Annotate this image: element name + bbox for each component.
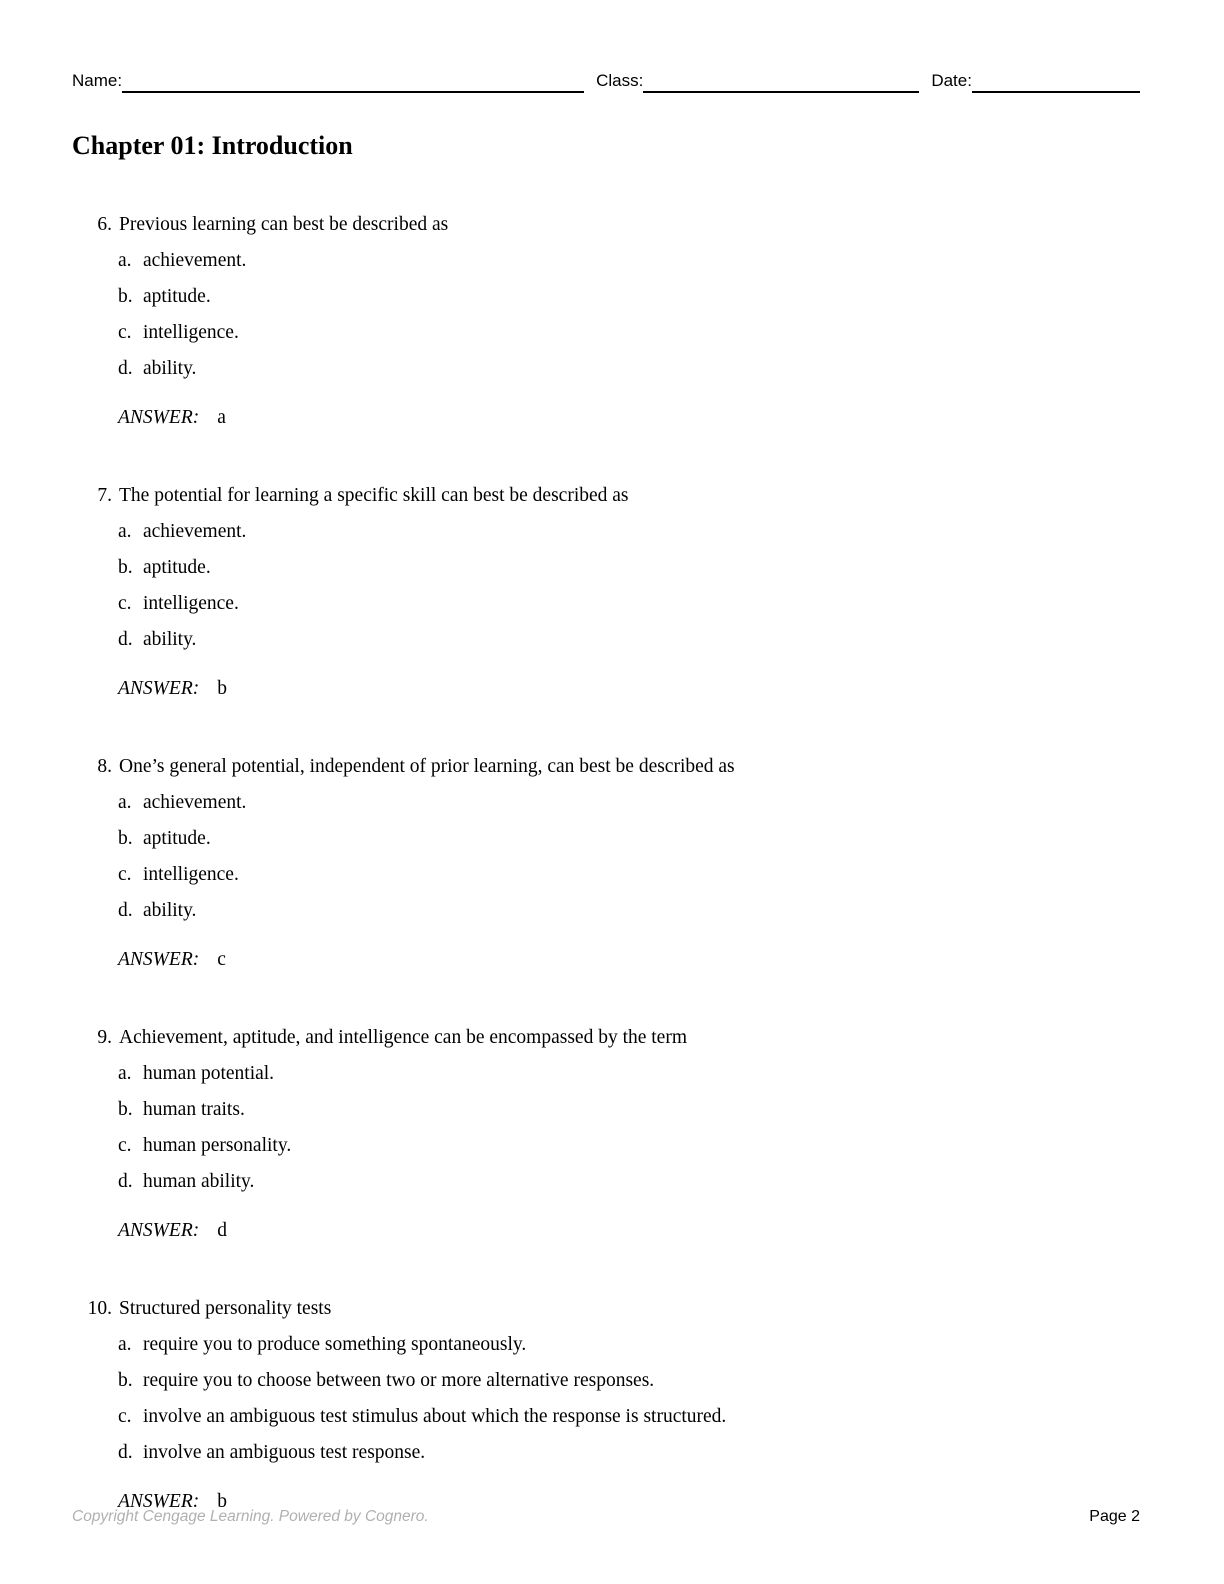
answer-label: ANSWER:: [118, 677, 200, 699]
question-block: [72, 478, 1140, 707]
question-block: [72, 749, 1140, 978]
question-line: [72, 1020, 1140, 1056]
date-label: Date:: [931, 71, 972, 90]
option-letter: d.: [118, 1441, 133, 1463]
option-text: involve an ambiguous test stimulus about which the response is structured.: [143, 1405, 727, 1427]
header: [72, 72, 1140, 93]
option-letter: c.: [118, 1405, 132, 1427]
option-row: [118, 821, 1140, 857]
question-line: [72, 1291, 1140, 1327]
answer-line: [118, 671, 1140, 707]
option-row: [118, 1327, 1140, 1363]
option-letter: b.: [118, 556, 133, 578]
options-list: [118, 785, 1140, 929]
option-row: [118, 514, 1140, 550]
option-letter: b.: [118, 1369, 133, 1391]
answer-value: b: [217, 677, 227, 699]
option-letter: a.: [118, 791, 132, 813]
option-text: require you to choose between two or more alternative responses.: [143, 1369, 655, 1391]
question-text: Achievement, aptitude, and intelligence can be encompassed by the term: [119, 1026, 687, 1048]
option-letter: b.: [118, 827, 133, 849]
option-letter: d.: [118, 628, 133, 650]
option-row: [118, 1092, 1140, 1128]
options-list: [118, 243, 1140, 387]
questions-list: [72, 207, 1140, 1520]
option-text: human ability.: [143, 1170, 255, 1192]
option-text: aptitude.: [143, 556, 211, 578]
answer-value: d: [217, 1219, 227, 1241]
option-text: require you to produce something spontaneously.: [143, 1333, 527, 1355]
page-number: Page 2: [1089, 1508, 1140, 1525]
options-list: [118, 514, 1140, 658]
option-letter: c.: [118, 1134, 132, 1156]
option-row: [118, 351, 1140, 387]
option-letter: c.: [118, 321, 132, 343]
answer-value: c: [217, 948, 226, 970]
question-text: Previous learning can best be described as: [119, 213, 449, 235]
option-text: involve an ambiguous test response.: [143, 1441, 426, 1463]
option-letter: c.: [118, 863, 132, 885]
option-row: [118, 893, 1140, 929]
option-text: aptitude.: [143, 285, 211, 307]
option-text: achievement.: [143, 520, 247, 542]
option-text: aptitude.: [143, 827, 211, 849]
option-text: intelligence.: [143, 321, 239, 343]
question-number: 9.: [97, 1026, 112, 1048]
answer-label: ANSWER:: [118, 1490, 200, 1512]
option-letter: d.: [118, 357, 133, 379]
question-text: One’s general potential, independent of prior learning, can best be described as: [119, 755, 735, 777]
question-text: The potential for learning a specific skill can best be described as: [119, 484, 629, 506]
option-row: [118, 1363, 1140, 1399]
option-text: human potential.: [143, 1062, 275, 1084]
question-line: [72, 749, 1140, 785]
option-text: achievement.: [143, 249, 247, 271]
question-line: [72, 207, 1140, 243]
answer-line: [118, 400, 1140, 436]
question-number: 7.: [97, 484, 112, 506]
option-text: intelligence.: [143, 863, 239, 885]
option-letter: b.: [118, 1098, 133, 1120]
option-letter: a.: [118, 1062, 132, 1084]
answer-label: ANSWER:: [118, 1219, 200, 1241]
option-row: [118, 315, 1140, 351]
option-row: [118, 622, 1140, 658]
option-letter: a.: [118, 520, 132, 542]
question-number: 6.: [97, 213, 112, 235]
option-text: human personality.: [143, 1134, 292, 1156]
class-underline: [643, 73, 919, 93]
option-row: [118, 1435, 1140, 1471]
option-row: [118, 857, 1140, 893]
option-text: ability.: [143, 357, 197, 379]
options-list: [118, 1056, 1140, 1200]
option-text: human traits.: [143, 1098, 245, 1120]
option-letter: c.: [118, 592, 132, 614]
answer-value: a: [217, 406, 226, 428]
option-text: intelligence.: [143, 592, 239, 614]
question-block: [72, 207, 1140, 436]
option-row: [118, 785, 1140, 821]
name-underline: [122, 73, 584, 93]
options-list: [118, 1327, 1140, 1471]
question-text: Structured personality tests: [119, 1297, 332, 1319]
option-row: [118, 1056, 1140, 1092]
question-number: 8.: [97, 755, 112, 777]
answer-label: ANSWER:: [118, 948, 200, 970]
option-letter: b.: [118, 285, 133, 307]
class-label: Class:: [596, 71, 644, 90]
option-text: achievement.: [143, 791, 247, 813]
question-block: [72, 1020, 1140, 1249]
option-row: [118, 243, 1140, 279]
option-text: ability.: [143, 628, 197, 650]
option-row: [118, 550, 1140, 586]
answer-label: ANSWER:: [118, 406, 200, 428]
answer-value: b: [217, 1490, 227, 1512]
option-row: [118, 1164, 1140, 1200]
option-text: ability.: [143, 899, 197, 921]
name-label: Name:: [72, 71, 123, 90]
option-row: [118, 1399, 1140, 1435]
answer-line: [118, 1213, 1140, 1249]
option-letter: a.: [118, 1333, 132, 1355]
answer-line: [118, 942, 1140, 978]
option-row: [118, 279, 1140, 315]
footer: [72, 1508, 1140, 1526]
option-letter: d.: [118, 899, 133, 921]
option-row: [118, 586, 1140, 622]
date-underline: [972, 73, 1140, 93]
option-row: [118, 1128, 1140, 1164]
chapter-title: Chapter 01: Introduction: [72, 130, 353, 160]
copyright-text: Copyright Cengage Learning. Powered by Cognero.: [72, 1508, 429, 1525]
option-letter: a.: [118, 249, 132, 271]
question-block: [72, 1291, 1140, 1520]
question-line: [72, 478, 1140, 514]
question-number: 10.: [87, 1297, 112, 1319]
option-letter: d.: [118, 1170, 133, 1192]
